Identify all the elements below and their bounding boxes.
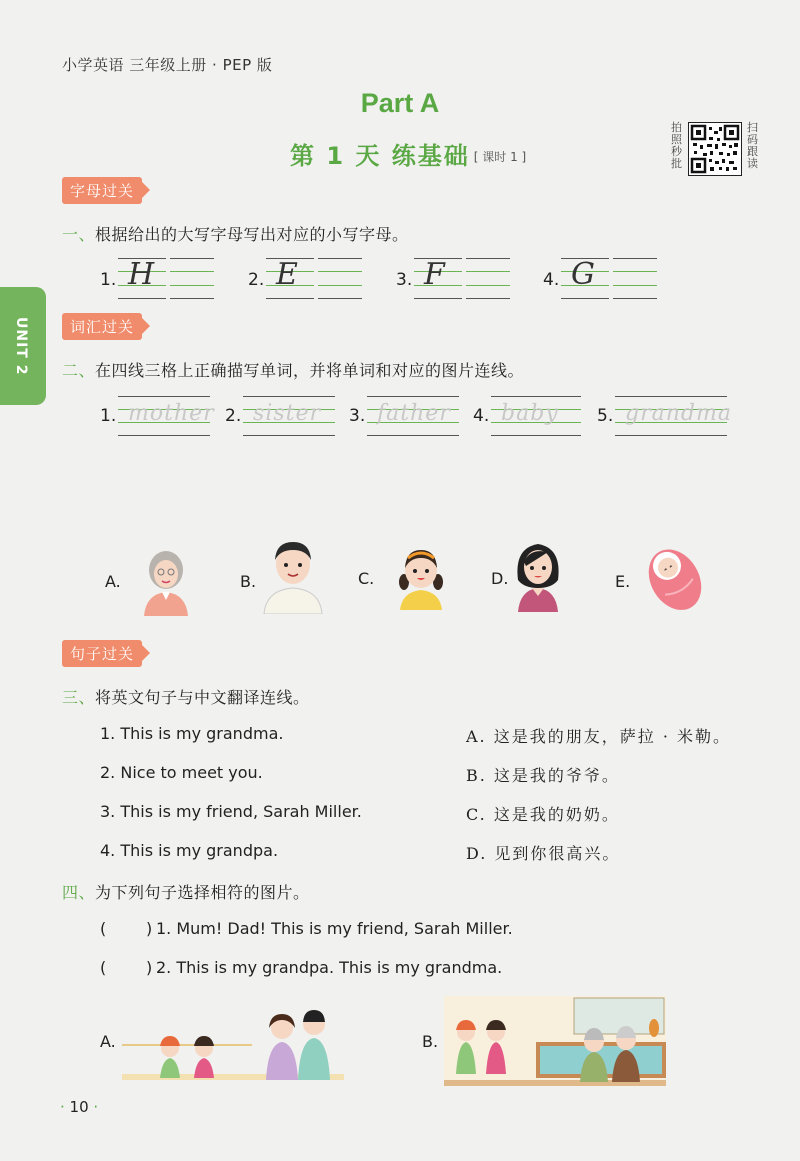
scene-family-meeting-icon[interactable]	[122, 1002, 344, 1084]
question-1-num: 一、	[62, 225, 96, 244]
choice-sentence: 2. This is my grandpa. This is my grandma.	[156, 958, 503, 977]
chinese-translation[interactable]: D. 见到你很高兴。	[466, 844, 621, 863]
letter-writing-box[interactable]	[561, 258, 657, 300]
word-item-num: 4.	[473, 406, 490, 426]
lesson-label: [ 课时 1 ]	[473, 150, 527, 164]
unit-tab-label: UNIT 2	[13, 317, 29, 376]
question-3-num: 三、	[62, 688, 96, 707]
word-item-num: 3.	[349, 406, 366, 426]
baby-icon[interactable]	[636, 540, 712, 618]
day-title-text: 第 1 天 练基础	[290, 142, 470, 170]
chinese-translation[interactable]: A. 这是我的朋友，萨拉 · 米勒。	[466, 727, 731, 746]
answer-paren-open: (	[100, 919, 107, 938]
letter-writing-box[interactable]	[266, 258, 362, 300]
english-sentence[interactable]: 2. Nice to meet you.	[100, 763, 263, 782]
answer-paren-close: )	[146, 958, 153, 977]
answer-paren-close: )	[146, 919, 153, 938]
letter-item-num: 3.	[396, 270, 413, 290]
word-tracing-box[interactable]	[118, 396, 215, 436]
qr-left-text: 拍照秒批	[671, 121, 682, 170]
question-4-text: 为下列句子选择相符的图片。	[95, 883, 310, 902]
boy-icon[interactable]	[262, 540, 324, 618]
english-sentence[interactable]: 1. This is my grandma.	[100, 724, 284, 743]
question-4-num: 四、	[62, 883, 96, 902]
question-3	[62, 685, 310, 708]
word-item-num: 2.	[225, 406, 242, 426]
question-4	[62, 880, 310, 903]
scene-label: B.	[422, 1032, 439, 1051]
trace-word: mother	[128, 401, 215, 426]
question-2-num: 二、	[62, 361, 96, 380]
picture-label: A.	[105, 572, 121, 591]
word-item-num: 1.	[100, 406, 117, 426]
capital-letter: G	[571, 257, 595, 292]
question-2-text: 在四线三格上正确描写单词，并将单词和对应的图片连线。	[95, 361, 525, 380]
question-1	[62, 222, 409, 245]
letter-item-num: 1.	[100, 270, 117, 290]
trace-word: sister	[253, 401, 321, 426]
trace-word: father	[377, 401, 451, 426]
question-2	[62, 358, 524, 381]
question-1-text: 根据给出的大写字母写出对应的小写字母。	[95, 225, 409, 244]
letter-writing-box[interactable]	[118, 258, 214, 300]
english-sentence[interactable]: 3. This is my friend, Sarah Miller.	[100, 802, 362, 821]
qr-right-text: 扫码跟读	[747, 121, 758, 170]
unit-tab	[0, 287, 46, 405]
question-3-text: 将英文句子与中文翻译连线。	[95, 688, 310, 707]
picture-label: B.	[240, 572, 257, 591]
english-sentence[interactable]: 4. This is my grandpa.	[100, 841, 279, 860]
answer-blank[interactable]	[112, 916, 144, 940]
capital-letter: E	[276, 257, 298, 292]
choice-sentence: 1. Mum! Dad! This is my friend, Sarah Miller.	[156, 919, 513, 938]
capital-letter: F	[424, 257, 445, 292]
answer-paren-open: (	[100, 958, 107, 977]
word-tracing-box[interactable]	[491, 396, 581, 436]
word-tracing-box[interactable]	[367, 396, 459, 436]
answer-blank[interactable]	[112, 955, 144, 979]
letter-item-num: 4.	[543, 270, 560, 290]
book-title: 小学英语 三年级上册 · PEP 版	[62, 56, 273, 74]
page-number: · 10 ·	[60, 1098, 99, 1116]
letter-item-num: 2.	[248, 270, 265, 290]
capital-letter: H	[128, 257, 155, 292]
word-tracing-box[interactable]	[615, 396, 732, 436]
trace-word: baby	[501, 401, 559, 426]
letter-writing-box[interactable]	[414, 258, 510, 300]
trace-word: grandma	[625, 401, 732, 426]
scene-label: A.	[100, 1032, 116, 1051]
part-title: Part A	[360, 88, 440, 118]
chinese-translation[interactable]: B. 这是我的爷爷。	[466, 766, 620, 785]
scene-grandparents-icon[interactable]	[444, 996, 666, 1090]
picture-label: C.	[358, 569, 375, 588]
word-item-num: 5.	[597, 406, 614, 426]
picture-label: D.	[491, 569, 509, 588]
section-tag-words: 词汇过关	[62, 313, 142, 340]
girl-icon[interactable]	[396, 546, 446, 614]
section-tag-sentences: 句子过关	[62, 640, 142, 667]
day-title	[290, 136, 526, 171]
picture-label: E.	[615, 572, 631, 591]
section-tag-letters: 字母过关	[62, 177, 142, 204]
qr-code-icon[interactable]	[688, 122, 742, 176]
woman-icon[interactable]	[512, 540, 564, 616]
word-tracing-box[interactable]	[243, 396, 335, 436]
chinese-translation[interactable]: C. 这是我的奶奶。	[466, 805, 620, 824]
grandma-icon[interactable]	[140, 548, 192, 620]
page-number-value: 10	[69, 1098, 89, 1116]
